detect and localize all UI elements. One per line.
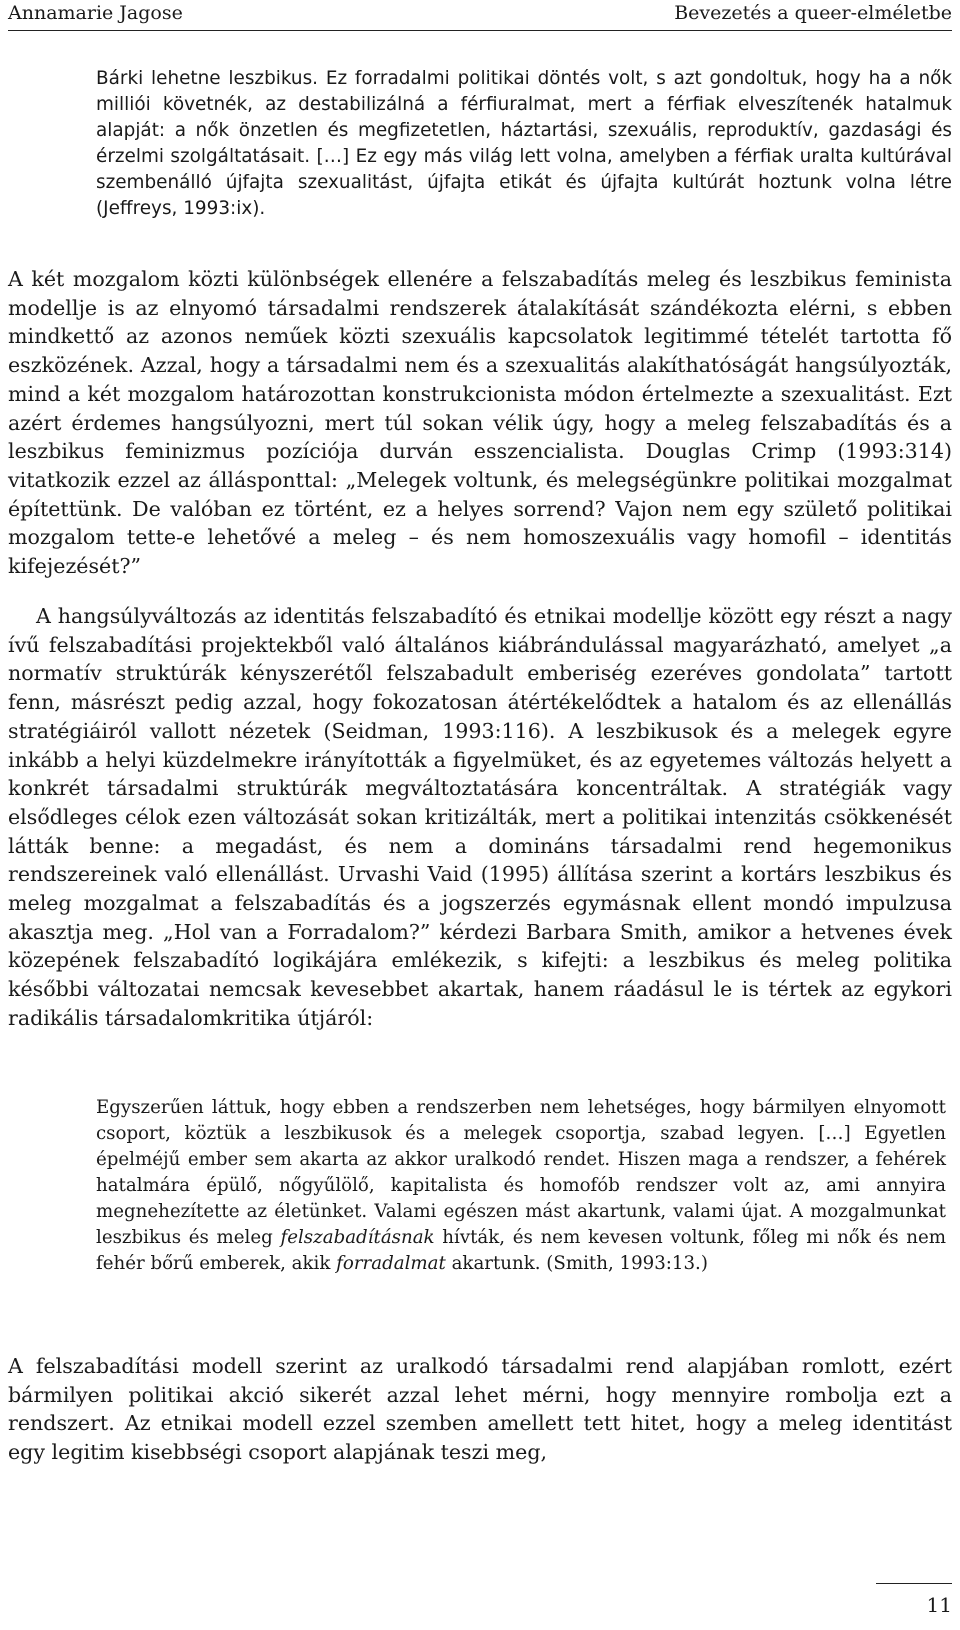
block-quote-jeffreys: Bárki lehetne leszbikus. Ez forradalmi politikai döntés volt, s azt gondoltuk, hogy ha a nők milliói követnék, az destabilizálná a férfiuralmat, mert a férfiak elveszítenék hatalmuk alapját: a nők önzetlen és megfizetetlen, háztartási, szexuális, reproduktív, gazdasági és érzelmi szolgáltatásait. […] Ez egy más világ lett volna, amelyben a férfiak uralta kultúrával szembenálló újfajta szexualitást, újfajta etikát és újfajta kultúrát hoztunk volna létre (Jeffreys, 1993:ix). [96,68,952,219]
header-author: Annamarie Jagose [8,2,183,24]
running-header [8,0,952,31]
quote-emphasis-2: forradalmat [336,1253,446,1274]
body-paragraph-1: A két mozgalom közti különbségek ellenére a felszabadítás meleg és leszbikus feminista modellje is az elnyomó társadalmi rendszerek átalakítását szándékozta elérni, s ebben mindkettő az azonos neműek közti szexuális kapcsolatok legitimmé tételét tartotta fő eszközének. Azzal, hogy a társadalmi nem és a szexualitás alakíthatóságát hangsúlyozták, mind a két mozgalom határozottan konstrukcionista módon értelmezte a szexualitást. Ezt azért érdemes hangsúlyozni, mert túl sokan vélik úgy, hogy a meleg felszabadítás és a leszbikus feminizmus pozíciója durván esszencialista. Douglas Crimp (1993:314) vitatkozik ezzel az állásponttal: „Melegek voltunk, és melegségünkre politikai mozgalmat építettünk. De valóban ez történt, ez a helyes sorrend? Vajon nem egy születő politikai mozgalom tette-e lehetővé a meleg – és nem homoszexuális vagy homofil – identitás kifejezését?” [8,267,952,579]
page-number-rule [876,1583,952,1584]
quote-text-c: akartunk. (Smith, 1993:13.) [445,1253,708,1274]
quote-text-b: hívták, és nem kevesen voltunk, főleg mi nők és nem fehér bőrű emberek, akik [96,1227,946,1274]
quote-text-a: Egyszerűen láttuk, hogy ebben a rendszerben nem lehetséges, hogy bármilyen elnyomott csoport, köztük a leszbikusok és a melegek csoportja, szabad legyen. […] Egyetlen épelméjű ember sem akarta az akkor uralkodó rendet. Hiszen maga a rendszer, a fehérek hatalmára épülő, nőgyűlölő, kapitalista és homofób rendszer volt az, ami annyira megnehezítette az életünket. Valami egészen mást akartunk, valami újat. A mozgalmunkat leszbikus és meleg [96,1097,946,1248]
quote-emphasis-1: felszabadításnak [280,1227,435,1248]
body-paragraph-3: A felszabadítási modell szerint az uralkodó társadalmi rend alapjában romlott, ezért bármilyen politikai akció sikerét azzal lehet mérni, hogy mennyire rombolja ezt a rendszert. Az etnikai modell ezzel szemben amellett tett hitet, hogy a meleg identitást egy legitim kisebbségi csoport alapjának teszi meg, [8,1354,952,1465]
body-paragraph-2: A hangsúlyváltozás az identitás felszabadító és etnikai modellje között egy részt a nagy ívű felszabadítási projektekből való általános kiábrándulással magyarázható, amelyet „a normatív struktúrák kényszerétől felszabadult emberiség ezeréves gondolata” tartott fenn, másrészt pedig azzal, hogy fokozatosan átértékelődtek a hatalom és az ellenállás stratégiáiról vallott nézetek (Seidman, 1993:116). A leszbikusok és a melegek egyre inkább a helyi küzdelmekre irányították a figyelmüket, és az egyetemes változás helyett a konkrét társadalmi struktúrák megváltoztatására koncentráltak. A stratégiák vagy elsődleges célok ezen változását sokan kritizálták, mert a politikai intenzitás csökkenését látták benne: a megadást, és nem a domináns társadalmi rend hegemonikus rendszereinek való ellenállást. Urvashi Vaid (1995) állítása szerint a kortárs leszbikus és meleg mozgalmat a felszabadítás és a jogszerzés egymásnak ellent mondó impulzusa akasztja meg. „Hol van a Forradalom?” kérdezi Barbara Smith, amikor a hetvenes évek közepének felszabadító logikájára emlékezik, s kifejti: a leszbikus és meleg politika későbbi változatai nemcsak kevesebbet akartak, hanem ráadásul le is tértek az egykori radikális társadalomkritika útjáról: [8,604,952,1030]
page-number: 11 [926,1593,952,1617]
header-book-title: Bevezetés a queer-elméletbe [674,2,952,24]
block-quote-smith [96,1095,946,1277]
